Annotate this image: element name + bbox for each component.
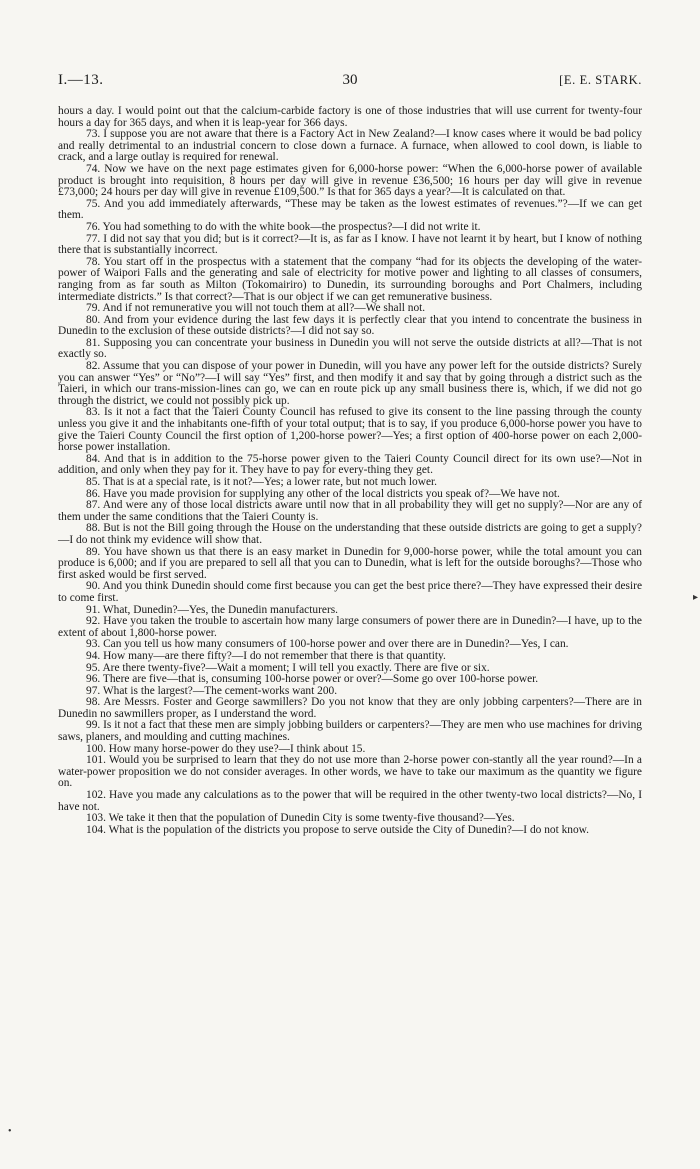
paragraph: 85. That is at a special rate, is it not?—Yes; a lower rate, but not much lower. (86, 476, 438, 488)
page-number: 30 (342, 72, 358, 88)
page-header (58, 72, 642, 94)
paragraph: 104. What is the population of the districts you propose to serve outside the City of Dunedin?—I do not know. (86, 823, 590, 836)
paragraph: 79. And if not remunerative you will not touch them at all?—We shall not. (86, 302, 426, 315)
paragraph: 100. How many horse-power do they use?—I think about 15. (86, 742, 366, 755)
paragraph: 102. Have you made any calculations as to the power that will be required in the other twenty-two local districts?—No, I have not. (58, 789, 642, 813)
paragraph: 88. But is not the Bill going through the House on the understanding that these outside districts are going to get a supply?—I do not think my evidence will show that. (58, 522, 642, 546)
paragraph: 96. There are five—that is, consuming 100-horse power or over?—Some go over 100-horse power. (86, 673, 539, 686)
paragraph: hours a day. I would point out that the calcium-carbide factory is one of those industries that will use current for twenty-four hours a day for 365 days, and when it is leap-year for 366 days. (58, 105, 642, 129)
paragraph: 93. Can you tell us how many consumers of 100-horse power and over there are in Dunedin?—Yes, I can. (86, 638, 569, 651)
paragraph: 89. You have shown us that there is an easy market in Dunedin for 9,000-horse power, while the total amount you can produce is 6,000; and if you are prepared to sell all that you can to Dunedin, what is left for the outside boroughs?—Those who first asked would be first served. (58, 545, 642, 581)
margin-dot: • (8, 1126, 12, 1137)
paragraph: 92. Have you taken the trouble to ascertain how many large consumers of power there are in Dunedin?—I have, up to the extent of about 1,800-horse power. (58, 615, 642, 639)
paragraph: 80. And from your evidence during the last few days it is perfectly clear that you intend to concentrate the business in Dunedin to the exclusion of these outside districts?—I did not say so. (58, 313, 642, 338)
paragraph: 97. What is the largest?—The cement-works want 200. (86, 684, 338, 697)
paragraph: 74. Now we have on the next page estimates given for 6,000-horse power: “When the 6,000-horse power of available product is brought into requisition, 8 hours per day will give in revenue £36,500; 16 hours per day will give in revenue £73,000; 24 hours per day will give in revenue £109,500.” Is that for 365 days a year?—It is calculated on that. (58, 162, 642, 199)
paragraph: 95. Are there twenty-five?—Wait a moment; I will tell you exactly. There are five or six. (86, 661, 490, 674)
margin-mark: ▸ (692, 592, 698, 603)
paragraph: 94. How many—are there fifty?—I do not remember that there is that quantity. (86, 649, 446, 662)
paragraph: 91. What, Dunedin?—Yes, the Dunedin manufacturers. (86, 603, 339, 616)
paragraph: 98. Are Messrs. Foster and George sawmillers? Do you not know that they are only jobbing carpenters?—There are in Dunedin no sawmillers proper, as I understand the word. (58, 696, 642, 720)
paragraph: 75. And you add immediately afterwards, “These may be taken as the lowest estimates of revenues.”?—If we can get them. (58, 197, 642, 222)
paragraph: 87. And were any of those local districts aware until now that in all probability they will get no supply?—Nor are any of them under the same conditions that the Taieri County is. (58, 499, 642, 523)
paragraph: 83. Is it not a fact that the Taieri County Council has refused to give its consent to the line passing through the county unless you give it and the inhabitants one-fifth of your total output; that is to say, if you produce 6,000-horse power you have to give the Taieri County Council the first option of 1,200-horse power?—Yes; a first option of 400-horse power on each 2,000-horse power installation. (58, 406, 642, 454)
paragraph: 76. You had something to do with the white book—the prospectus?—I did not write it. (86, 220, 481, 233)
paragraph: 103. We take it then that the population of Dunedin City is some twenty-five thousand?—Yes. (86, 812, 515, 825)
paragraph: 77. I did not say that you did; but is it correct?—It is, as far as I know. I have not learnt it by heart, but I know of nothing there that is substantially incorrect. (58, 232, 642, 257)
body-text (58, 106, 642, 836)
paragraph: 78. You start off in the prospectus with a statement that the company “had for its objects the developing of the water-power of Waipori Falls and the generating and sale of electricity for motive power and lighting to all classes of consumers, ranging from as far south as Milton (Tokomairiro) to Dunedin, its surrounding boroughs and Port Chalmers, including intermediate districts.” Is that correct?—That is our object if we can get remunerative business. (58, 255, 642, 303)
paragraph: 82. Assume that you can dispose of your power in Dunedin, will you have any power left for the outside districts? Surely you can answer “Yes” or “No”?—I will say “Yes” first, and then modify it and say that by going through a district such as the Taieri, in which our trans-mission-lines can go, we can en route pick up any small business there is, which, if we did not go through the district, we could not possibly pick up. (58, 360, 642, 407)
paragraph: 81. Supposing you can concentrate your business in Dunedin you will not serve the outside districts at all?—That is not exactly so. (58, 336, 642, 361)
witness-name: [E. E. STARK. (559, 73, 642, 87)
paragraph: 86. Have you made provision for supplying any other of the local districts you speak of?—We have not. (86, 487, 560, 500)
page-reference: I.—13. (58, 72, 104, 88)
paragraph: 101. Would you be surprised to learn that they do not use more than 2-horse power con-stantly all the year round?—In a water-power proposition we do not consider averages. In other words, we have to take our maximum as the quantity we figure on. (58, 754, 642, 790)
paragraph: 99. Is it not a fact that these men are simply jobbing builders or carpenters?—They are men who use machines for driving saws, planers, and moulding and cutting machines. (58, 719, 642, 744)
paragraph: 73. I suppose you are not aware that there is a Factory Act in New Zealand?—I know cases where it would be bad policy and really detrimental to an industrial concern to close down a furnace. A furnace, when allowed to cool down, is liable to crack, and a large outlay is required for renewal. (58, 128, 642, 164)
paragraph: 84. And that is in addition to the 75-horse power given to the Taieri County Council direct for its own use?—Not in addition, and only when they pay for it. They have to pay for every-thing they get. (58, 452, 642, 477)
paragraph: 90. And you think Dunedin should come first because you can get the best price there?—They have expressed their desire to come first. (58, 580, 642, 604)
